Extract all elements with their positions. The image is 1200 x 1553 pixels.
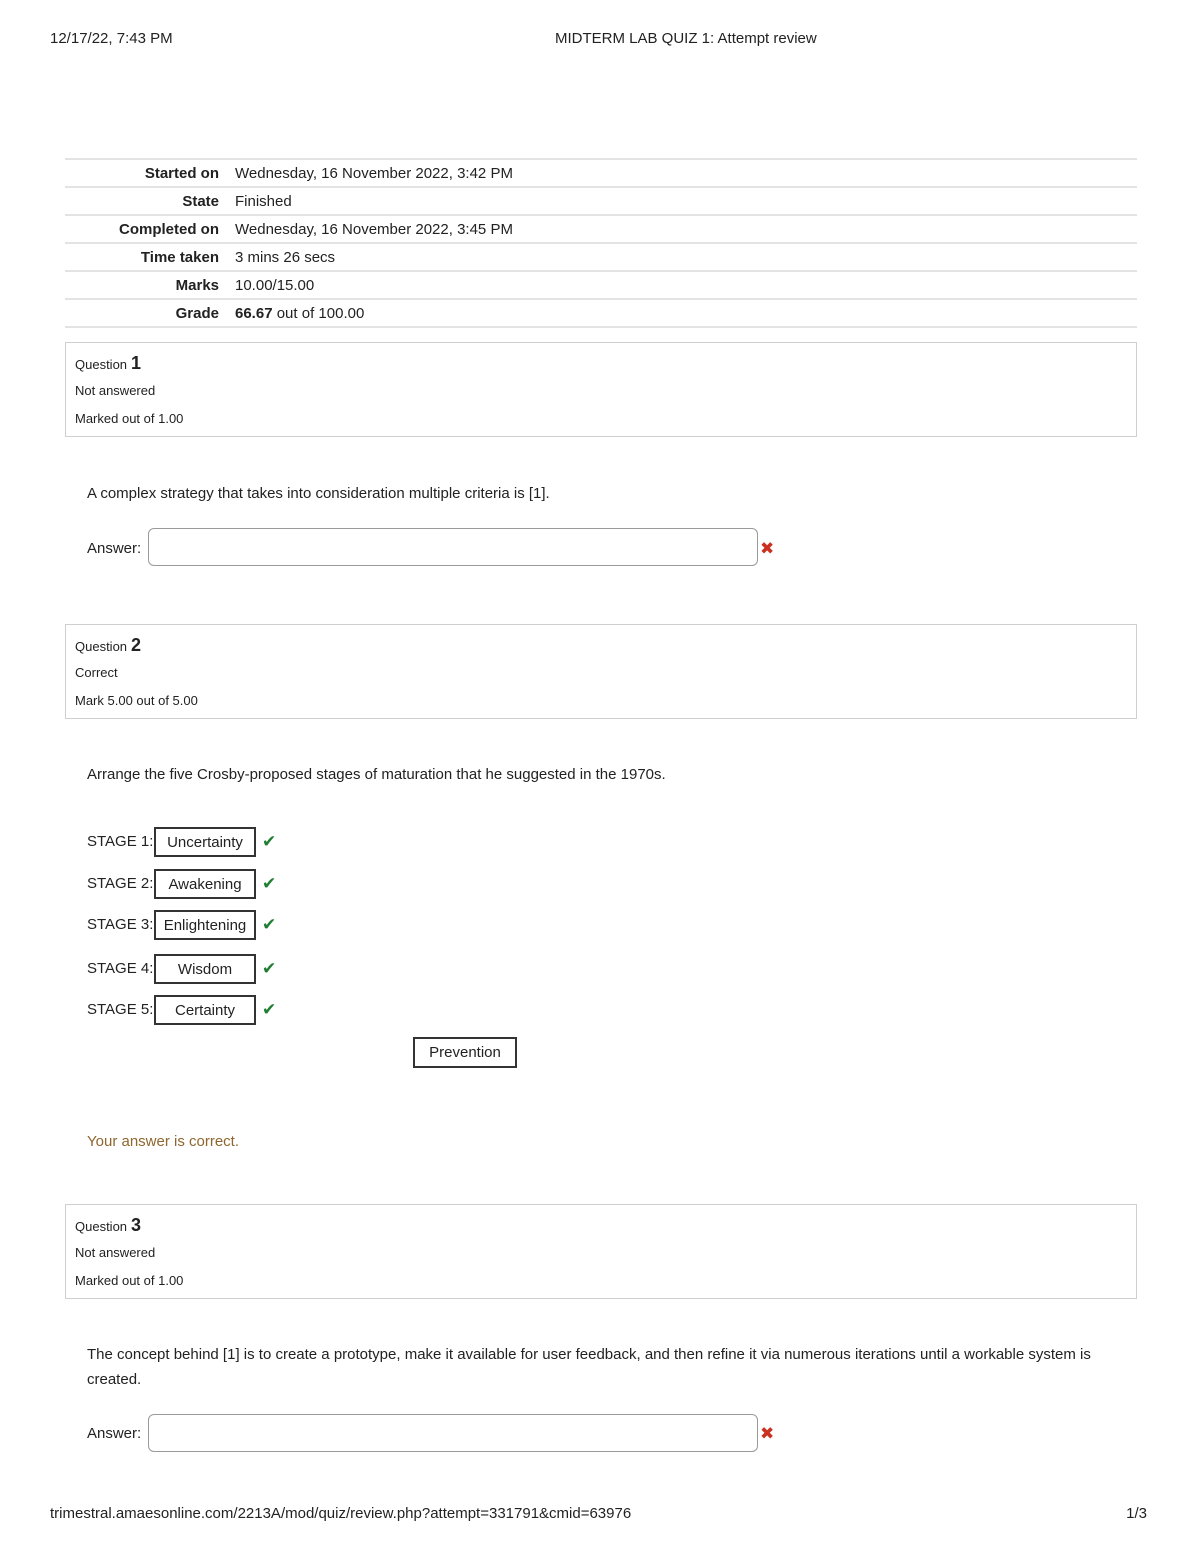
- question-state: Not answered: [75, 1245, 156, 1260]
- stage-label: STAGE 4:: [87, 960, 154, 977]
- question-text: A complex strategy that takes into consideration multiple criteria is [1].: [87, 485, 550, 502]
- print-datetime: 12/17/22, 7:43 PM: [50, 30, 173, 47]
- stage-drop-3[interactable]: Enlightening: [154, 910, 256, 940]
- stage-drop-1[interactable]: Uncertainty: [154, 827, 256, 857]
- question-mark: Marked out of 1.00: [75, 1273, 184, 1288]
- check-icon: ✔: [262, 874, 277, 893]
- summary-label: State: [182, 192, 219, 210]
- grade-out-of: out of 100.00: [272, 304, 365, 322]
- summary-value: Wednesday, 16 November 2022, 3:42 PM: [235, 164, 513, 182]
- summary-value: Finished: [235, 192, 292, 210]
- question-number-value: 3: [131, 1215, 142, 1235]
- question-info-1: [65, 342, 1137, 437]
- question-text: The concept behind [1] is to create a prototype, make it available for user feedback, and then refine it via numerous iterations until a workable system is created.: [87, 1346, 1091, 1388]
- summary-label: Grade: [175, 304, 219, 322]
- answer-feedback: Your answer is correct.: [87, 1133, 240, 1150]
- check-icon: ✔: [262, 959, 277, 978]
- print-page-title: MIDTERM LAB QUIZ 1: Attempt review: [555, 30, 817, 47]
- stage-label: STAGE 5:: [87, 1001, 154, 1018]
- question-info-2: [65, 624, 1137, 719]
- answer-input[interactable]: [148, 1414, 758, 1452]
- check-icon: ✔: [262, 915, 277, 934]
- question-prefix: Question: [75, 639, 128, 654]
- drag-item-unused[interactable]: Prevention: [413, 1037, 517, 1068]
- question-number-value: 1: [131, 353, 142, 373]
- question-info-3: [65, 1204, 1137, 1299]
- stage-label: STAGE 3:: [87, 916, 154, 933]
- stage-label: STAGE 1:: [87, 833, 154, 850]
- answer-label: Answer:: [87, 540, 142, 557]
- summary-value: 3 mins 26 secs: [235, 248, 336, 266]
- stage-drop-4[interactable]: Wisdom: [154, 954, 256, 984]
- summary-row-completed: [65, 215, 1137, 243]
- question-number: [75, 353, 141, 374]
- summary-value: 10.00/15.00: [235, 276, 315, 294]
- question-number: [75, 1215, 141, 1236]
- question-number-value: 2: [131, 635, 142, 655]
- summary-row-time-taken: [65, 243, 1137, 271]
- question-state: Correct: [75, 665, 118, 680]
- check-icon: ✔: [262, 832, 277, 851]
- answer-label: Answer:: [87, 1425, 142, 1442]
- cross-icon: ✖: [760, 1424, 775, 1443]
- summary-row-marks: [65, 271, 1137, 299]
- check-icon: ✔: [262, 1000, 277, 1019]
- cross-icon: ✖: [760, 539, 775, 558]
- question-mark: Mark 5.00 out of 5.00: [75, 693, 198, 708]
- stage-drop-5[interactable]: Certainty: [154, 995, 256, 1025]
- summary-row-state: [65, 187, 1137, 215]
- grade-value: 66.67: [235, 304, 273, 322]
- summary-value: Wednesday, 16 November 2022, 3:45 PM: [235, 220, 513, 238]
- question-prefix: Question: [75, 357, 128, 372]
- summary-label: Started on: [144, 164, 219, 182]
- question-text: Arrange the five Crosby-proposed stages of maturation that he suggested in the 1970s.: [87, 766, 666, 783]
- question-prefix: Question: [75, 1219, 128, 1234]
- summary-label: Marks: [175, 276, 219, 294]
- summary-row-grade: [65, 299, 1137, 327]
- question-mark: Marked out of 1.00: [75, 411, 184, 426]
- summary-row-started: [65, 159, 1137, 187]
- attempt-summary-table: [65, 158, 1137, 328]
- question-state: Not answered: [75, 383, 156, 398]
- summary-value: [235, 299, 1137, 327]
- answer-input[interactable]: [148, 528, 758, 566]
- stage-label: STAGE 2:: [87, 875, 154, 892]
- summary-label: Time taken: [140, 248, 219, 266]
- summary-label: Completed on: [119, 220, 219, 238]
- stage-drop-2[interactable]: Awakening: [154, 869, 256, 899]
- print-url: trimestral.amaesonline.com/2213A/mod/quiz/review.php?attempt=331791&cmid=63976: [50, 1505, 632, 1522]
- print-page-number: 1/3: [1126, 1505, 1147, 1522]
- question-number: [75, 635, 141, 656]
